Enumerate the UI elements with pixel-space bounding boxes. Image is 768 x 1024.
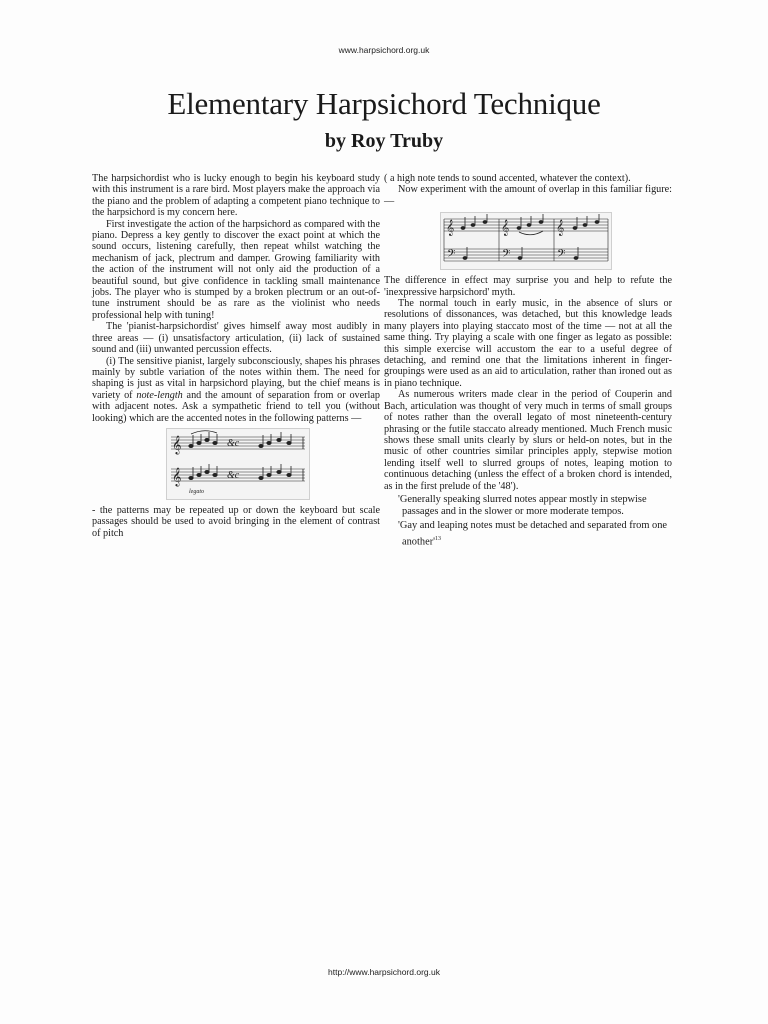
paragraph: First investigate the action of the harpsichord as compared with the piano. Depress a key gently to discover the exact point at which the sound occurs, listening carefully, then repeat whilst watching the mechanism of jack, plectrum and damper. Growing familiarity with the action of the instrument will not only aid the production of a beautiful sound, but give confidence in tackling small maintenance jobs. The player who is stumped by a broken plectrum or an out-of-tune instrument should be as rare as the violinist who needs professional help with tuning! xyxy=(92,218,380,321)
paragraph: As numerous writers made clear in the period of Couperin and Bach, articulation was thought of very much in terms of small groups of notes rather than the overall legato of most nineteenth-century phrasing or the futile staccato already mentioned. Much French music shows these small units clearly by slurs or held-on notes, but in the music of other countries similar principles apply, stepwise motion lending itself well to slurred groups of notes, leaping motion to continuous detaching (unless the effect of a broken chord is intended, as in the first prelude of the '48'). xyxy=(384,389,672,492)
paragraph: The difference in effect may surprise you and help to refute the 'inexpressive harpsichord' myth. xyxy=(384,275,672,298)
music-figure-patterns xyxy=(166,428,310,500)
quotation xyxy=(384,520,672,548)
svg-text:𝄢: 𝄢 xyxy=(557,248,566,264)
text-run: (i) The sensitive pianist, largely subconsciously, shapes his phrases mainly by subtle variation of the notes within them. The need for shaping is just as vital in harpsichord playing, but the chief means is variety of xyxy=(92,355,380,401)
svg-text:𝄢: 𝄢 xyxy=(502,248,511,264)
left-column xyxy=(92,173,380,539)
paragraph: The harpsichordist who is lucky enough to begin his keyboard study with this instrument is a rare bird. Most players make the approach via the piano and the problem of adapting a competent piano technique to the harpsichord is my concern here. xyxy=(92,173,380,219)
author-byline: by Roy Truby xyxy=(324,130,444,152)
svg-text:𝄞: 𝄞 xyxy=(556,220,565,237)
svg-text:𝄞: 𝄞 xyxy=(501,220,510,237)
paragraph xyxy=(92,356,380,424)
footer-url: http://www.harpsichord.org.uk xyxy=(328,967,440,977)
svg-text:𝄞: 𝄞 xyxy=(172,434,182,454)
text-run: and the amount of separation from or overlap with adjacent notes. Ask a sympathetic friend to tell you (without looking) which are the accented notes in the following patterns — xyxy=(92,389,380,424)
paragraph: ( a high note tends to sound accented, whatever the context). xyxy=(384,173,631,184)
page-title: Elementary Harpsichord Technique xyxy=(167,86,601,121)
paragraph: Now experiment with the amount of overlap in this familiar figure: — xyxy=(384,184,672,207)
emphasis-text: note-length xyxy=(136,389,183,401)
figure-legato-label: legato xyxy=(189,488,204,495)
header-url: www.harpsichord.org.uk xyxy=(338,45,430,55)
svg-text:𝄢: 𝄢 xyxy=(447,248,456,264)
svg-text:𝄞: 𝄞 xyxy=(172,466,182,486)
footnote-ref: 13 xyxy=(435,535,442,542)
figure-text: &c xyxy=(227,469,240,481)
paragraph: The normal touch in early music, in the absence of slurs or resolutions of dissonances, was detached, but this knowledge leads many players into playing staccato most of the time — not at all the same thing. Try playing a scale with one finger as legato as possible: this simple exercise will accustom the ear to a useful degree of detaching, and remind one that the limitations inherent in finger-groupings were used as an aid to articulation, rather than ironed out as in piano technique. xyxy=(384,298,672,389)
paragraph: The 'pianist-harpsichordist' gives himself away most audibly in three areas — (i) unsatisfactory articulation, (ii) lack of sustained sound and (iii) unwanted percussion effects. xyxy=(92,321,380,356)
svg-text:𝄞: 𝄞 xyxy=(446,220,455,237)
music-figure-overlap xyxy=(440,212,612,270)
quotation: 'Generally speaking slurred notes appear mostly in stepwise passages and in the slower or more moderate tempos. xyxy=(398,493,647,518)
figure-text: &c xyxy=(227,437,240,449)
quotation-text: 'Gay and leaping notes must be detached and separated from one another' xyxy=(398,520,668,548)
right-column xyxy=(384,173,672,548)
paragraph: - the patterns may be repeated up or down the keyboard but scale passages should be used to avoid bringing in the element of contrast of pitch xyxy=(92,504,380,539)
